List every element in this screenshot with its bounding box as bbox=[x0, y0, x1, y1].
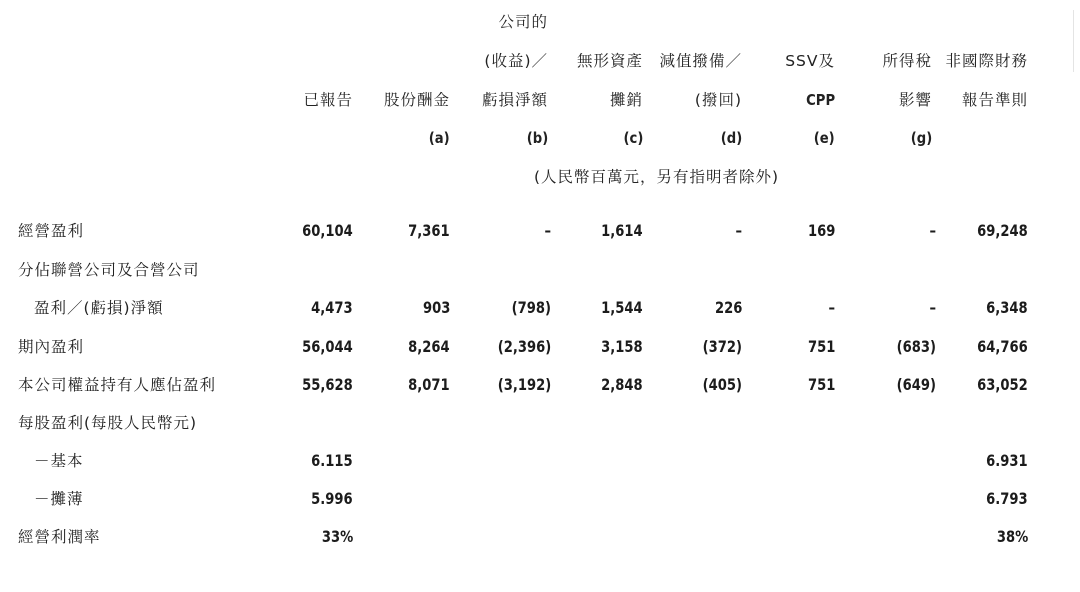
cell-value: 3,158 bbox=[601, 337, 643, 356]
cell-value: 751 bbox=[807, 337, 835, 356]
cell-value: (649) bbox=[896, 375, 936, 394]
cell-value: 4,473 bbox=[311, 298, 353, 317]
cell-value: (3,192) bbox=[497, 375, 551, 394]
cell-value: 6,348 bbox=[986, 298, 1028, 317]
row-label: 分佔聯營公司及合營公司 bbox=[18, 261, 200, 279]
header-ssv-line2: CPP bbox=[806, 91, 835, 109]
header-ssv-note: (e) bbox=[814, 129, 835, 147]
cell-value: 33% bbox=[321, 527, 353, 546]
cell-value: 55,628 bbox=[302, 375, 353, 394]
header-gain-line2: (收益)／ bbox=[484, 52, 548, 70]
cell-value: – bbox=[828, 298, 835, 317]
cell-value: – bbox=[929, 298, 936, 317]
cell-value: 56,044 bbox=[302, 337, 353, 356]
cell-value: – bbox=[544, 221, 551, 240]
header-impairment-line2: (撥回) bbox=[694, 91, 742, 109]
row-label: －攤薄 bbox=[34, 490, 84, 508]
cell-value: 6.115 bbox=[311, 451, 353, 470]
scrollbar-edge bbox=[1073, 10, 1080, 72]
header-tax-line1: 所得稅 bbox=[882, 52, 932, 70]
header-impairment-line1: 減值撥備／ bbox=[659, 52, 742, 70]
cell-value: 226 bbox=[714, 298, 742, 317]
cell-value: 8,264 bbox=[408, 337, 450, 356]
header-nongaap-line2: 報告準則 bbox=[961, 91, 1028, 109]
cell-value: 1,614 bbox=[601, 221, 643, 240]
cell-value: – bbox=[929, 221, 936, 240]
header-share-comp: 股份酬金 bbox=[383, 91, 450, 109]
row-label: 期內盈利 bbox=[18, 338, 85, 356]
cell-value: 169 bbox=[807, 221, 835, 240]
cell-value: 6.793 bbox=[986, 489, 1028, 508]
cell-value: 60,104 bbox=[302, 221, 353, 240]
cell-value: 69,248 bbox=[977, 221, 1028, 240]
header-nongaap-line1: 非國際財務 bbox=[945, 52, 1028, 70]
header-intangible-line2: 攤銷 bbox=[609, 91, 643, 109]
header-gain-line3: 虧損淨額 bbox=[481, 91, 548, 109]
row-label: 盈利／(虧損)淨額 bbox=[34, 299, 164, 317]
cell-value: 64,766 bbox=[977, 337, 1028, 356]
row-label: －基本 bbox=[34, 452, 84, 470]
cell-value: 2,848 bbox=[601, 375, 643, 394]
row-label: 每股盈利(每股人民幣元) bbox=[18, 414, 198, 432]
header-tax-line2: 影響 bbox=[898, 91, 932, 109]
header-gain-line1: 公司的 bbox=[498, 13, 548, 31]
row-label: 經營利潤率 bbox=[18, 528, 101, 546]
cell-value: 1,544 bbox=[601, 298, 643, 317]
cell-value: (405) bbox=[702, 375, 742, 394]
header-intangible-line1: 無形資產 bbox=[576, 52, 643, 70]
cell-value: 38% bbox=[996, 527, 1028, 546]
row-label: 本公司權益持有人應佔盈利 bbox=[18, 376, 217, 394]
cell-value: 751 bbox=[807, 375, 835, 394]
header-share-comp-note: (a) bbox=[429, 129, 450, 147]
header-impairment-note: (d) bbox=[720, 129, 742, 147]
cell-value: (683) bbox=[896, 337, 936, 356]
header-tax-note: (g) bbox=[910, 129, 932, 147]
header-reported: 已報告 bbox=[303, 91, 353, 109]
cell-value: (2,396) bbox=[497, 337, 551, 356]
cell-value: 63,052 bbox=[977, 375, 1028, 394]
cell-value: 5.996 bbox=[311, 489, 353, 508]
header-gain-note: (b) bbox=[526, 129, 548, 147]
cell-value: 8,071 bbox=[408, 375, 450, 394]
header-intangible-note: (c) bbox=[623, 129, 643, 147]
cell-value: (372) bbox=[702, 337, 742, 356]
cell-value: 7,361 bbox=[408, 221, 450, 240]
unit-note: (人民幣百萬元，另有指明者除外) bbox=[534, 168, 780, 186]
cell-value: 903 bbox=[422, 298, 450, 317]
header-ssv-line1: SSV及 bbox=[785, 52, 835, 70]
cell-value: – bbox=[735, 221, 742, 240]
cell-value: (798) bbox=[511, 298, 551, 317]
row-label: 經營盈利 bbox=[18, 222, 85, 240]
cell-value: 6.931 bbox=[986, 451, 1028, 470]
